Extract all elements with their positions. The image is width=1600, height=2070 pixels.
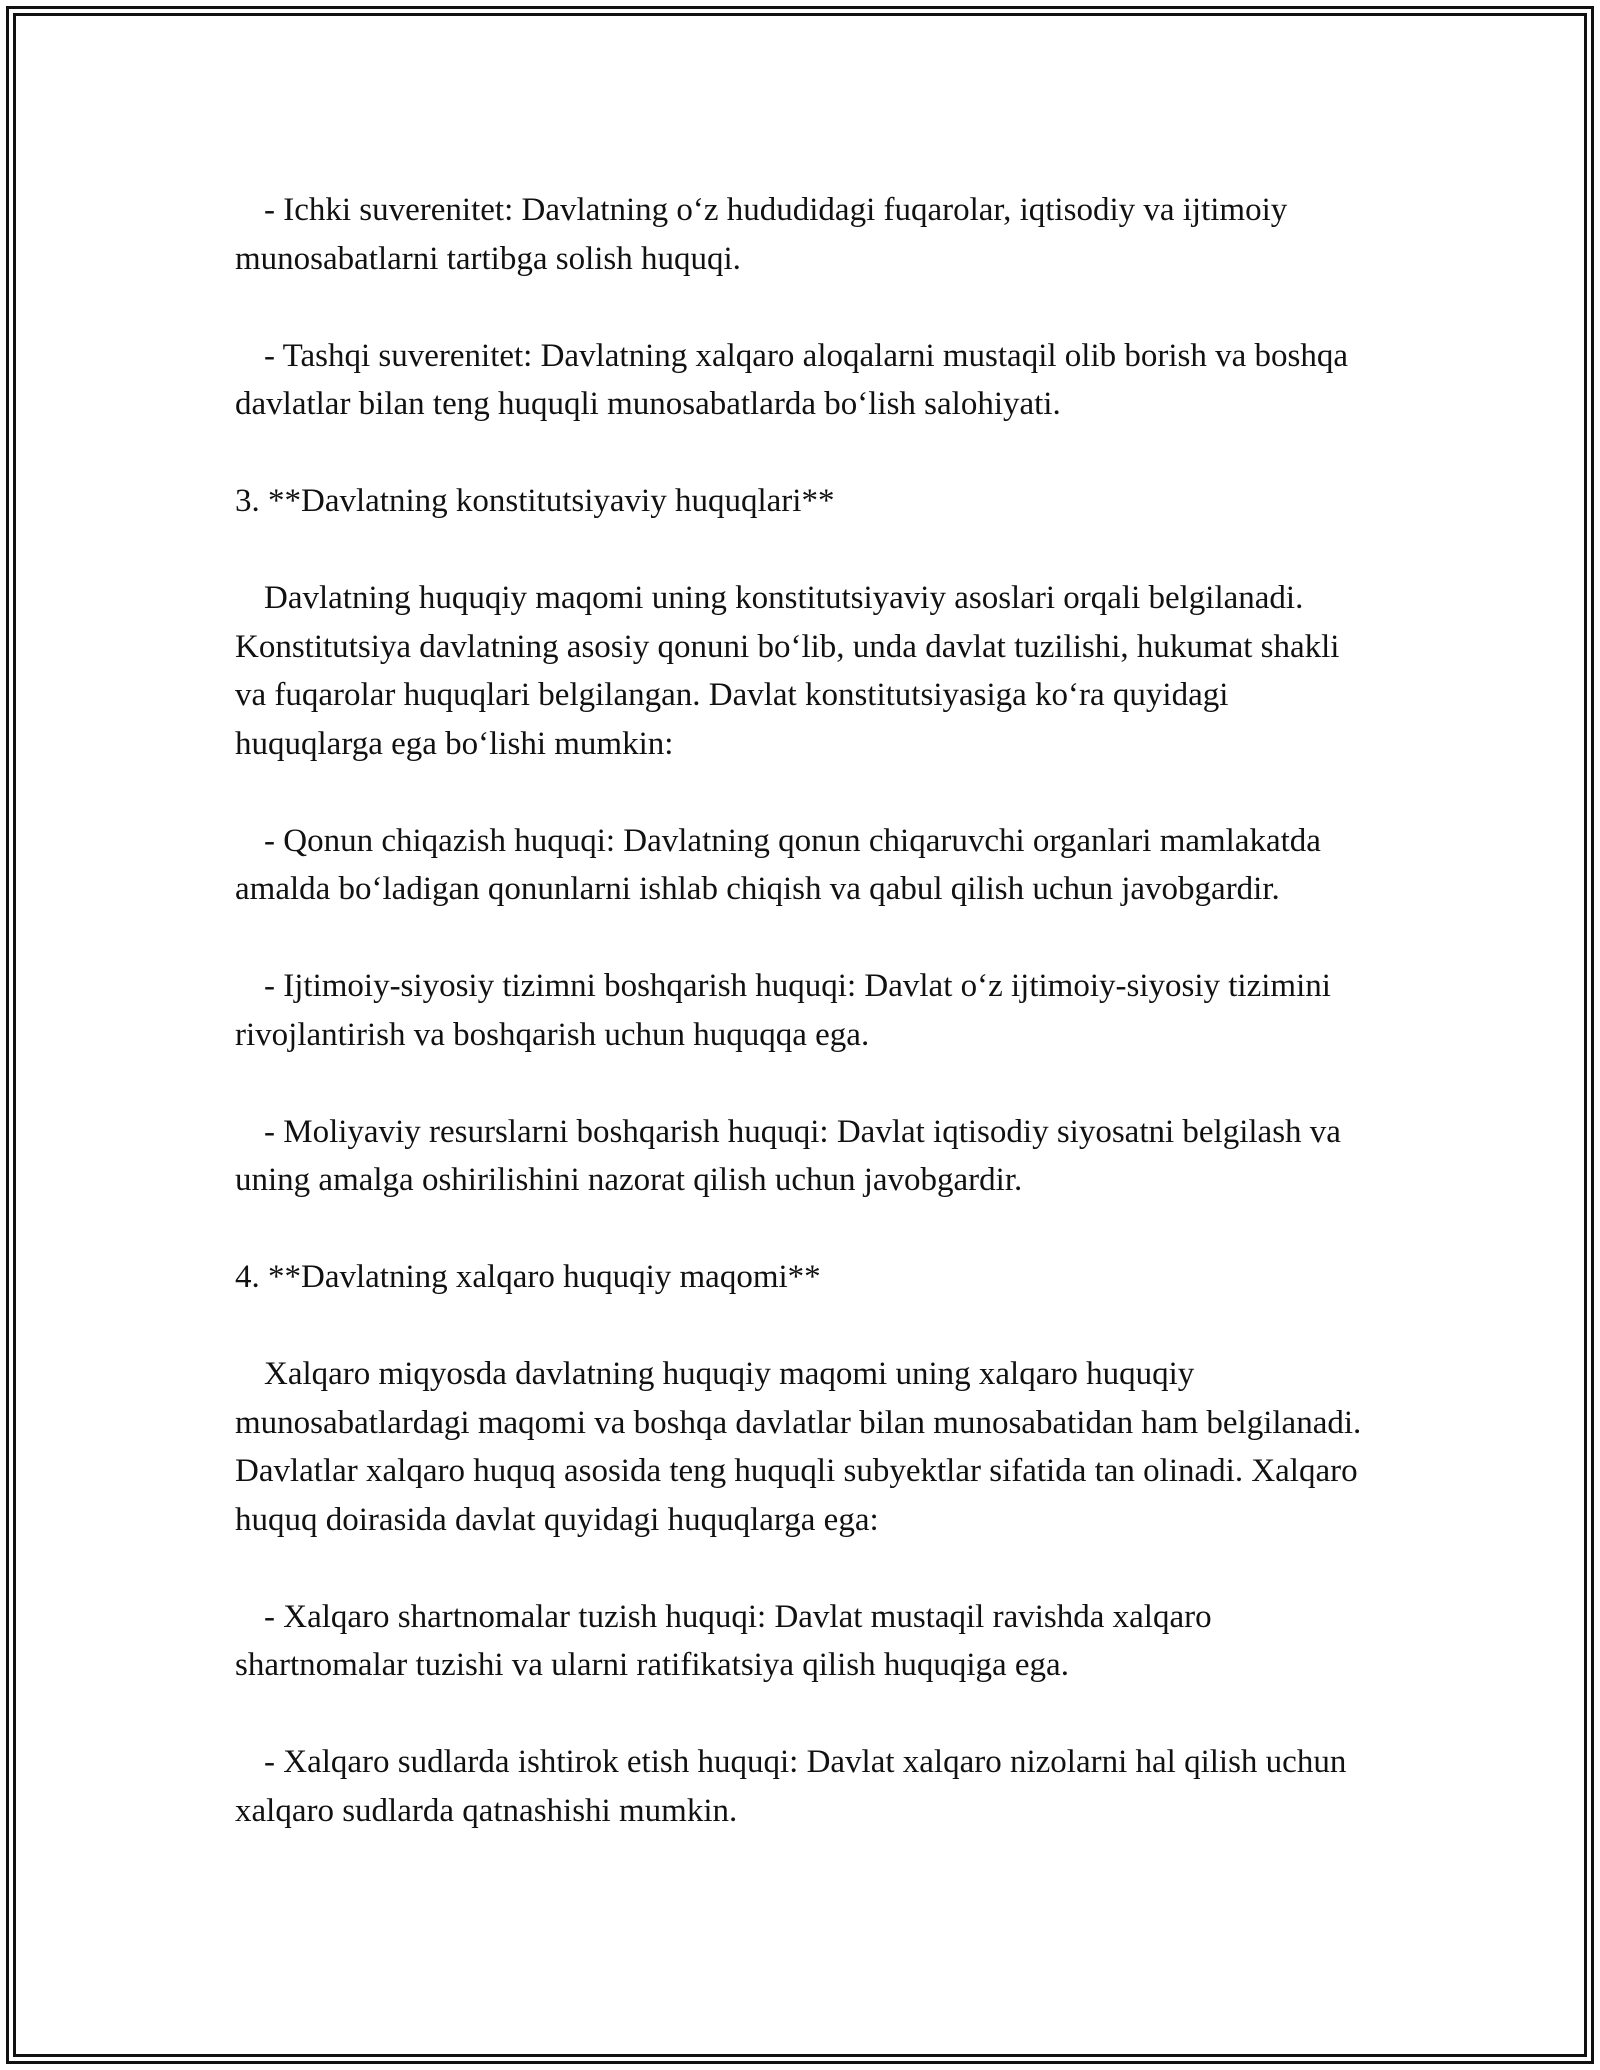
section-heading-international-status: 4. **Davlatning xalqaro huquqiy maqomi** [235,1259,821,1295]
paragraph-constitutional-basis: Davlatning huquqiy maqomi uning konstitutsiyaviy asoslari orqali belgilanadi. Konstitutsiya davlatning asosiy qonuni bo‘lib, unda davlat tuzilishi, hukumat shakli va fuqarolar huquqlari belgilangan. Davlat konstitutsiyasiga ko‘ra quyidagi huquqlarga ega bo‘lishi mumkin: [235,580,1340,762]
paragraph-international-status: Xalqaro miqyosda davlatning huquqiy maqomi uning xalqaro huquqiy munosabatlardagi maqomi va boshqa davlatlar bilan munosabatidan ham belgilanadi. Davlatlar xalqaro huquq asosida teng huquqli subyektlar sifatida tan olinadi. Xalqaro huquq doirasida davlat quyidagi huquqlarga ega: [235,1356,1362,1538]
document-body [235,186,1375,1884]
bullet-financial-resources-right: - Moliyaviy resurslarni boshqarish huquqi: Davlat iqtisodiy siyosatni belgilash va uning amalga oshirilishini nazorat qilish uchun javobgardir. [235,1113,1341,1198]
bullet-international-courts-right: - Xalqaro sudlarda ishtirok etish huquqi: Davlat xalqaro nizolarni hal qilish uchun xalqaro sudlarda qatnashishi mumkin. [235,1744,1347,1829]
bullet-socio-political-right: - Ijtimoiy-siyosiy tizimni boshqarish huquqi: Davlat o‘z ijtimoiy-siyosiy tizimini rivojlantirish va boshqarish uchun huquqqa ega. [235,968,1331,1053]
bullet-external-sovereignty: - Tashqi suverenitet: Davlatning xalqaro aloqalarni mustaqil olib borish va boshqa davlatlar bilan teng huquqli munosabatlarda bo‘lish salohiyati. [235,337,1349,422]
bullet-lawmaking-right: - Qonun chiqazish huquqi: Davlatning qonun chiqaruvchi organlari mamlakatda amalda bo‘ladigan qonunlarni ishlab chiqish va qabul qilish uchun javobgardir. [235,822,1321,907]
bullet-internal-sovereignty: - Ichki suverenitet: Davlatning o‘z hududidagi fuqarolar, iqtisodiy va ijtimoiy munosabatlarni tartibga solish huquqi. [235,192,1288,277]
bullet-treaty-right: - Xalqaro shartnomalar tuzish huquqi: Davlat mustaqil ravishda xalqaro shartnomalar tuzishi va ularni ratifikatsiya qilish huquqiga ega. [235,1598,1212,1683]
section-heading-constitutional-rights: 3. **Davlatning konstitutsiyaviy huquqlari** [235,483,835,519]
